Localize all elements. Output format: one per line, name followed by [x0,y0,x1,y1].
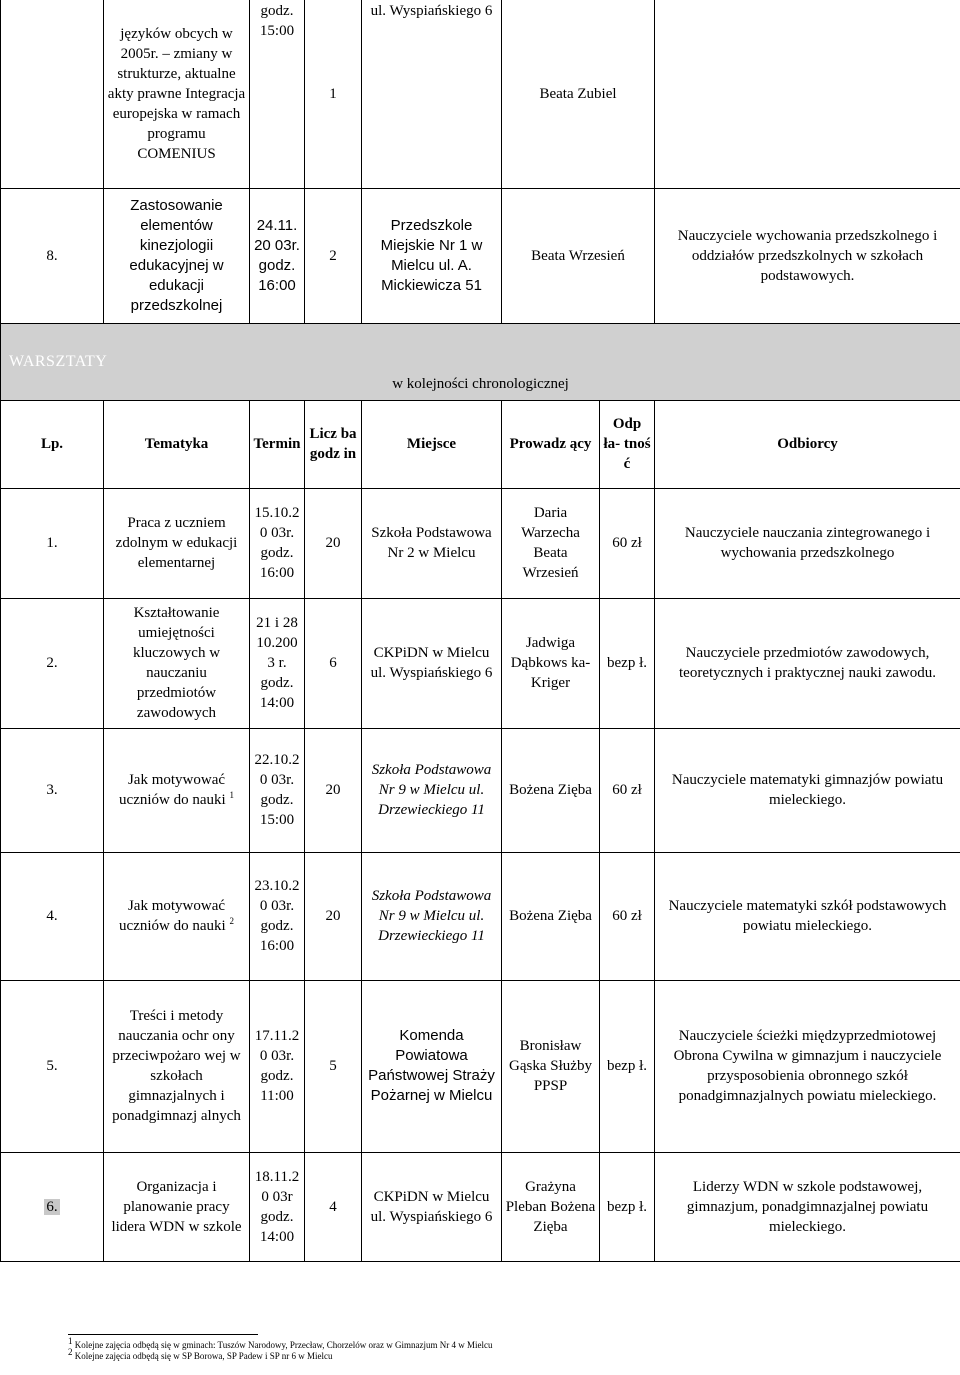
hours-cell: 20 [305,728,362,852]
fee-cell: 60 zł [600,728,655,852]
topic-cell [104,852,250,980]
audience-cell: Nauczyciele nauczania zintegrowanego i wychowania przedszkolnego [655,488,960,598]
place-cell: CKPiDN w Mielcu ul. Wyspiańskiego 6 [362,598,502,728]
header-topic: Tematyka [104,400,250,488]
footnote-2: $^2$ Kolejne zajęcia odbędą się w SP Borowa, SP Padew i SP nr 6 w Mielcu [68,1347,333,1361]
lp-cell: 3. [1,728,104,852]
topic-cell: Kształtowanie umiejętności kluczowych w nauczaniu przedmiotów zawodowych [104,598,250,728]
audience-cell [655,0,960,188]
hours-cell: 20 [305,852,362,980]
place-cell: Komenda Powiatowa Państwowej Straży Pożarnej w Mielcu [362,980,502,1152]
place-cell: Szkoła Podstawowa Nr 9 w Mielcu ul. Drzewieckiego 11 [362,852,502,980]
topic-cell: Praca z uczniem zdolnym w edukacji elementarnej [104,488,250,598]
audience-cell: Nauczyciele matematyki gimnazjów powiatu mieleckiego. [655,728,960,852]
fee-cell: bezp ł. [600,1152,655,1261]
leader-cell: Bożena Zięba [502,852,600,980]
leader-cell: Beata Wrzesień [502,188,655,323]
hours-cell: 2 [305,188,362,323]
hours-cell: 6 [305,598,362,728]
topic-cell: Organizacja i planowanie pracy lidera WDN w szkole [104,1152,250,1261]
topic-text: Jak motywować uczniów do nauki [119,772,226,808]
fee-cell: bezp ł. [600,598,655,728]
lp-cell: 5. [1,980,104,1152]
table-row [1,728,960,852]
table-row [1,488,960,598]
table-row [1,980,960,1152]
header-term: Termin [250,400,305,488]
footnote-ref: 2 [229,916,234,926]
hours-cell: 20 [305,488,362,598]
place-cell: Szkoła Podstawowa Nr 9 w Mielcu ul. Drzewieckiego 11 [362,728,502,852]
table-row [1,852,960,980]
topic-cell [104,728,250,852]
lp-cell: 2. [1,598,104,728]
footnote-ref: 1 [229,790,234,800]
place-cell: CKPiDN w Mielcu ul. Wyspiańskiego 6 [362,1152,502,1261]
term-cell: 24.11.20 03r. godz. 16:00 [250,188,305,323]
term-cell: 21 i 28 10.2003 r. godz. 14:00 [250,598,305,728]
header-row [1,400,960,488]
place-cell: Szkoła Podstawowa Nr 2 w Mielcu [362,488,502,598]
term-cell: godz. 15:00 [250,0,305,188]
table-row [1,598,960,728]
leader-cell: Grażyna Pleban Bożena Zięba [502,1152,600,1261]
header-leader: Prowadz ący [502,400,600,488]
lp-cell: 4. [1,852,104,980]
leader-cell: Beata Zubiel [502,0,655,188]
header-lp: Lp. [1,400,104,488]
term-cell: 22.10.20 03r. godz. 15:00 [250,728,305,852]
footnote-1: $^1$ Kolejne zajęcia odbędą się w gminach: Tuszów Narodowy, Przecław, Chorzelów oraz w Gimnazjum Nr 4 w Mielcu [68,1336,493,1350]
table-row [1,0,960,188]
leader-cell: Bożena Zięba [502,728,600,852]
audience-cell: Nauczyciele przedmiotów zawodowych, teoretycznych i praktycznej nauki zawodu. [655,598,960,728]
term-cell: 15.10.20 03r. godz. 16:00 [250,488,305,598]
leader-cell: Jadwiga Dąbkows ka-Kriger [502,598,600,728]
section-banner [1,323,960,400]
lp-cell [1,0,104,188]
fee-cell: bezp ł. [600,980,655,1152]
term-cell: 18.11.20 03r godz. 14:00 [250,1152,305,1261]
lp-cell [1,1152,104,1261]
fee-cell: 60 zł [600,488,655,598]
lp-cell: 1. [1,488,104,598]
audience-cell: Nauczyciele ścieżki międzyprzedmiotowej Obrona Cywilna w gimnazjum i nauczyciele przysposobienia obronnego szkół ponadgimnazjalnych powiatu mieleckiego. [655,980,960,1152]
lp-highlight: 6. [46,1198,58,1215]
hours-cell: 1 [305,0,362,188]
header-hours: Licz ba godz in [305,400,362,488]
table-row [1,1152,960,1261]
topic-cell: języków obcych w 2005r. – zmiany w strukturze, aktualne akty prawne Integracja europejska w ramach programu COMENIUS [104,0,250,188]
audience-cell: Nauczyciele wychowania przedszkolnego i oddziałów przedszkolnych w szkołach podstawowych. [655,188,960,323]
header-fee: Odp ła- tnoś ć [600,400,655,488]
term-cell: 17.11.20 03r. godz. 11:00 [250,980,305,1152]
place-cell: Przedszkole Miejskie Nr 1 w Mielcu ul. A. Mickiewicza 51 [362,188,502,323]
place-cell: ul. Wyspiańskiego 6 [362,0,502,188]
term-cell: 23.10.20 03r. godz. 16:00 [250,852,305,980]
footnote-rule [68,1334,258,1335]
section-subtitle: w kolejności chronologicznej [392,375,569,392]
header-place: Miejsce [362,400,502,488]
footnotes [68,1336,493,1362]
audience-cell: Liderzy WDN w szkole podstawowej, gimnazjum, ponadgimnazjalnej powiatu mieleckiego. [655,1152,960,1261]
hours-cell: 4 [305,1152,362,1261]
topic-cell: Treści i metody nauczania ochr ony przeciwpożaro wej w szkołach gimnazjalnych i ponadgimnazj alnych [104,980,250,1152]
leader-cell: Daria Warzecha Beata Wrzesień [502,488,600,598]
fee-cell: 60 zł [600,852,655,980]
topic-cell: Zastosowanie elementów kinezjologii edukacyjnej w edukacji przedszkolnej [104,188,250,323]
table-row [1,188,960,323]
audience-cell: Nauczyciele matematyki szkół podstawowych powiatu mieleckiego. [655,852,960,980]
section-title: WARSZTATY [9,352,108,370]
header-audience: Odbiorcy [655,400,960,488]
topic-text: Jak motywować uczniów do nauki [119,898,226,934]
hours-cell: 5 [305,980,362,1152]
leader-cell: Bronisław Gąska Służby PPSP [502,980,600,1152]
lp-cell: 8. [1,188,104,323]
